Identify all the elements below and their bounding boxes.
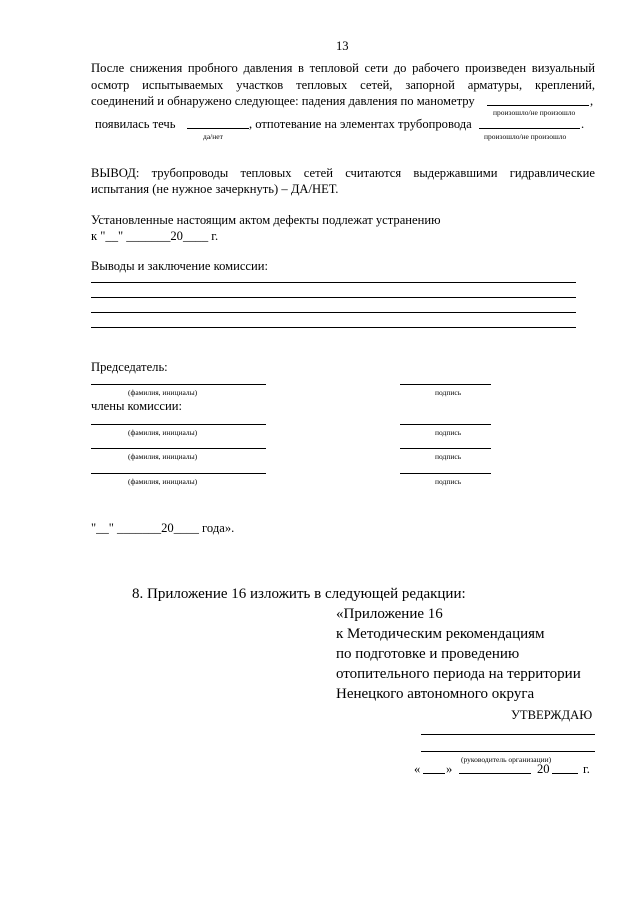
sweating-label: , отпотевание на элементах трубопровода (249, 117, 472, 131)
para1-line3: соединений и обнаружено следующее: падения давления по манометру (91, 94, 475, 108)
appendix-line-5: Ненецкого автономного округа (336, 686, 535, 702)
chairman-sign-line (400, 384, 491, 385)
member1-sign-line (400, 424, 491, 425)
head-hint: (руководитель организации) (461, 755, 552, 764)
hint-leak: да/нет (203, 132, 223, 141)
conclusion-line-blank-2 (91, 297, 576, 298)
commission-conclusions-label: Выводы и заключение комиссии: (91, 259, 269, 273)
approve-year-blank (552, 773, 578, 774)
approve-date-open: « (414, 762, 421, 776)
leak-blank (187, 128, 249, 129)
member2-sign-line (400, 448, 491, 449)
period: . (581, 117, 585, 131)
approve-year-prefix: 20 (537, 762, 550, 776)
comma: , (590, 94, 594, 108)
member1-name-hint: (фамилия, инициалы) (128, 428, 198, 437)
defects-date: к "__" _______20____ г. (91, 229, 219, 243)
member1-name-line (91, 424, 266, 425)
chairman-label: Председатель: (91, 360, 168, 374)
approve-year-suffix: г. (583, 762, 590, 776)
chairman-sign-hint: подпись (435, 388, 462, 397)
members-label: члены комиссии: (91, 399, 182, 413)
approve-line-2 (421, 751, 595, 752)
conclusion-line1: ВЫВОД: трубопроводы тепловых сетей считаются выдержавшими гидравлические (91, 166, 595, 180)
para1-line2: осмотр испытываемых участков тепловых сетей, запорной арматуры, креплений, (91, 78, 595, 92)
appendix-line-1: «Приложение 16 (336, 606, 443, 622)
act-date-line: "__" _______20____ года». (91, 521, 235, 535)
appendix-line-2: к Методическим рекомендациям (336, 626, 545, 642)
member3-sign-line (400, 473, 491, 474)
conclusion-line-blank-1 (91, 282, 576, 283)
conclusion-line-blank-4 (91, 327, 576, 328)
leak-label: появилась течь (95, 117, 176, 131)
chairman-name-line (91, 384, 266, 385)
approve-month-blank (459, 773, 531, 774)
section8-heading: 8. Приложение 16 изложить в следующей редакции: (132, 586, 466, 602)
chairman-name-hint: (фамилия, инициалы) (128, 388, 198, 397)
appendix-line-3: по подготовке и проведению (336, 646, 520, 662)
defects-line1: Установленные настоящим актом дефекты подлежат устранению (91, 213, 441, 227)
hint-pressure: произошло/не произошло (493, 108, 576, 117)
member1-sign-hint: подпись (435, 428, 462, 437)
sweating-blank (479, 128, 580, 129)
member3-name-hint: (фамилия, инициалы) (128, 477, 198, 486)
para1-line1: После снижения пробного давления в тепловой сети до рабочего произведен визуальный (91, 61, 595, 75)
hint-sweating: произошло/не произошло (484, 132, 567, 141)
conclusion-line2: испытания (не нужное зачеркнуть) – ДА/НЕТ. (91, 182, 339, 196)
member3-name-line (91, 473, 266, 474)
member2-name-hint: (фамилия, инициалы) (128, 452, 198, 461)
approve-date-close: » (446, 762, 453, 776)
appendix-line-4: отопительного периода на территории (336, 666, 581, 682)
page-number: 13 (336, 39, 349, 53)
pressure-drop-blank (487, 105, 589, 106)
approve-day-blank (423, 773, 445, 774)
member2-sign-hint: подпись (435, 452, 462, 461)
approve-title: УТВЕРЖДАЮ (511, 708, 593, 722)
member3-sign-hint: подпись (435, 477, 462, 486)
member2-name-line (91, 448, 266, 449)
approve-line-1 (421, 734, 595, 735)
conclusion-line-blank-3 (91, 312, 576, 313)
